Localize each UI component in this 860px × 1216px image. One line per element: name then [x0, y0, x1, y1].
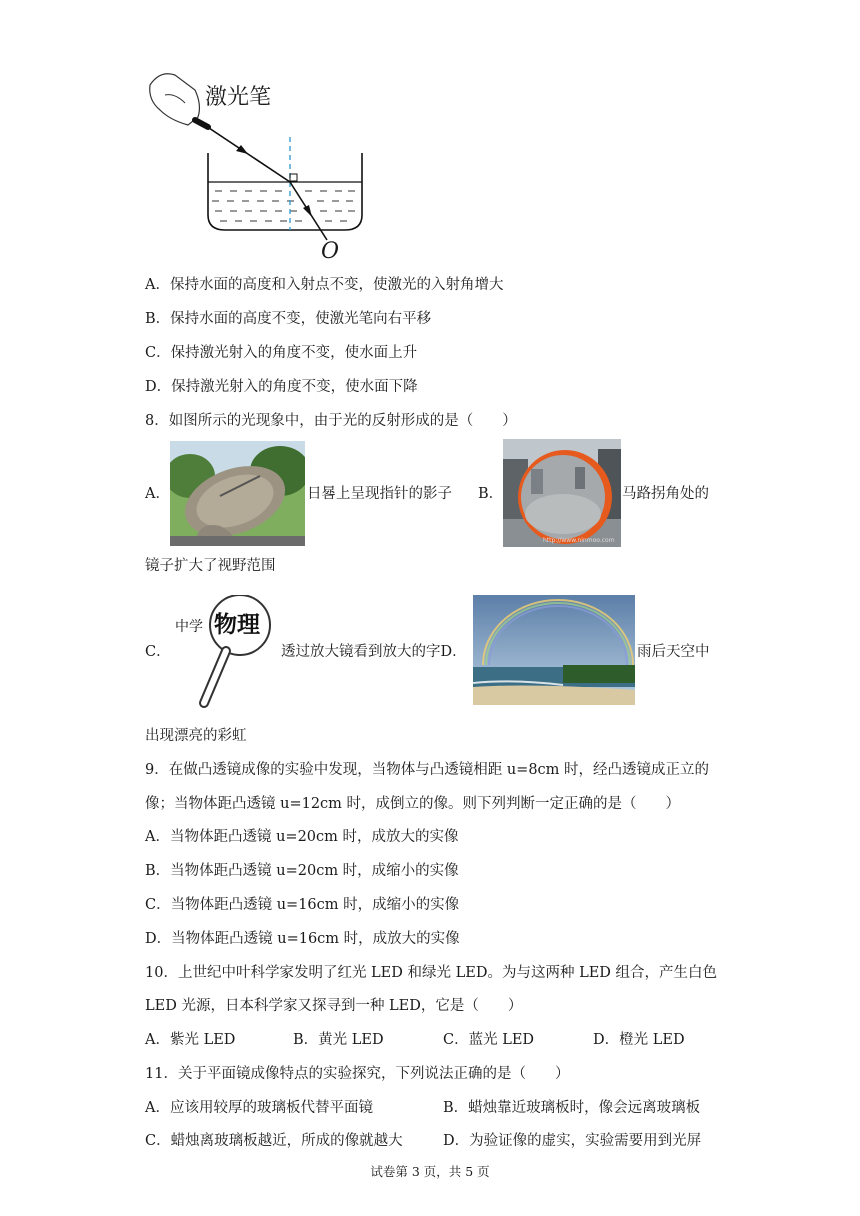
laser-pen-label: 激光笔 — [205, 85, 272, 110]
q9-option-c: C．当物体距凸透镜 u=16cm 时，成缩小的实像 — [145, 897, 460, 913]
q7-option-c: C．保持激光射入的角度不变，使水面上升 — [145, 345, 418, 361]
arrow-icon — [303, 205, 312, 217]
sundial-photo — [170, 441, 305, 546]
q10-option-a: A．紫光 LED — [145, 1032, 236, 1048]
q8-b-prefix: B． — [478, 486, 504, 502]
q9-option-d: D．当物体距凸透镜 u=16cm 时，成放大的实像 — [145, 931, 460, 947]
q10-option-c: C．蓝光 LED — [443, 1032, 535, 1048]
point-o-label: O — [321, 239, 340, 264]
magnifier-small-text: 中学 — [175, 619, 203, 635]
page-footer: 试卷第 3 页，共 5 页 — [370, 1164, 490, 1179]
q7-option-a: A．保持水面的高度和入射点不变，使激光的入射角增大 — [145, 277, 504, 293]
q9-option-a: A．当物体距凸透镜 u=20cm 时，成放大的实像 — [145, 829, 459, 845]
magnifier-figure — [170, 595, 280, 710]
magnifier-big-text: 物理 — [214, 612, 260, 638]
convex-mirror-photo — [503, 439, 621, 547]
q11-option-b: B．蜡烛靠近玻璃板时，像会远离玻璃板 — [443, 1100, 701, 1116]
q8-a-text: 日晷上呈现指针的影子 — [307, 486, 452, 502]
magnifier-icon — [170, 595, 280, 710]
q9-stem-line1: 9．在做凸透镜成像的实验中发现，当物体与凸透镜相距 u=8cm 时，经凸透镜成正立的 — [145, 762, 710, 778]
right-angle-mark — [290, 174, 297, 181]
q7-option-d: D．保持激光射入的角度不变，使水面下降 — [145, 379, 418, 395]
rainbow-photo — [473, 595, 635, 705]
q11-stem: 11．关于平面镜成像特点的实验探究，下列说法正确的是（ ） — [145, 1066, 570, 1082]
mirror-watermark: http://www.ninmoo.com — [543, 537, 615, 544]
q9-stem-line2: 像；当物体距凸透镜 u=12cm 时，成倒立的像。则下列判断一定正确的是（ ） — [145, 796, 681, 812]
q10-option-d: D．橙光 LED — [593, 1032, 685, 1048]
q8-c-text: 透过放大镜看到放大的字D． — [281, 644, 467, 660]
q8-b-text: 马路拐角处的 — [622, 486, 709, 502]
q10-stem-line1: 10．上世纪中叶科学家发明了红光 LED 和绿光 LED。为与这两种 LED 组合，产生白色 — [145, 965, 718, 981]
q8-d-text-cont: 出现漂亮的彩虹 — [145, 728, 247, 744]
q11-option-c: C．蜡烛离玻璃板越近，所成的像就越大 — [145, 1133, 403, 1149]
q11-option-d: D．为验证像的虚实，实验需要用到光屏 — [443, 1133, 702, 1149]
hand-icon — [150, 74, 200, 125]
q11-option-a: A．应该用较厚的玻璃板代替平面镜 — [145, 1100, 373, 1116]
q8-a-prefix: A． — [145, 486, 170, 502]
q10-option-b: B．黄光 LED — [293, 1032, 384, 1048]
q9-option-b: B．当物体距凸透镜 u=20cm 时，成缩小的实像 — [145, 863, 459, 879]
q8-stem: 8．如图所示的光现象中，由于光的反射形成的是（ ） — [145, 413, 517, 429]
q8-d-text: 雨后天空中 — [637, 644, 710, 660]
q10-stem-line2: LED 光源，日本科学家又探寻到一种 LED，它是（ ） — [145, 998, 523, 1014]
water-hatching — [212, 191, 355, 221]
q7-option-b: B．保持水面的高度不变，使激光笔向右平移 — [145, 311, 432, 327]
q8-c-prefix: C． — [145, 644, 171, 660]
q8-b-text-cont: 镜子扩大了视野范围 — [145, 558, 276, 574]
